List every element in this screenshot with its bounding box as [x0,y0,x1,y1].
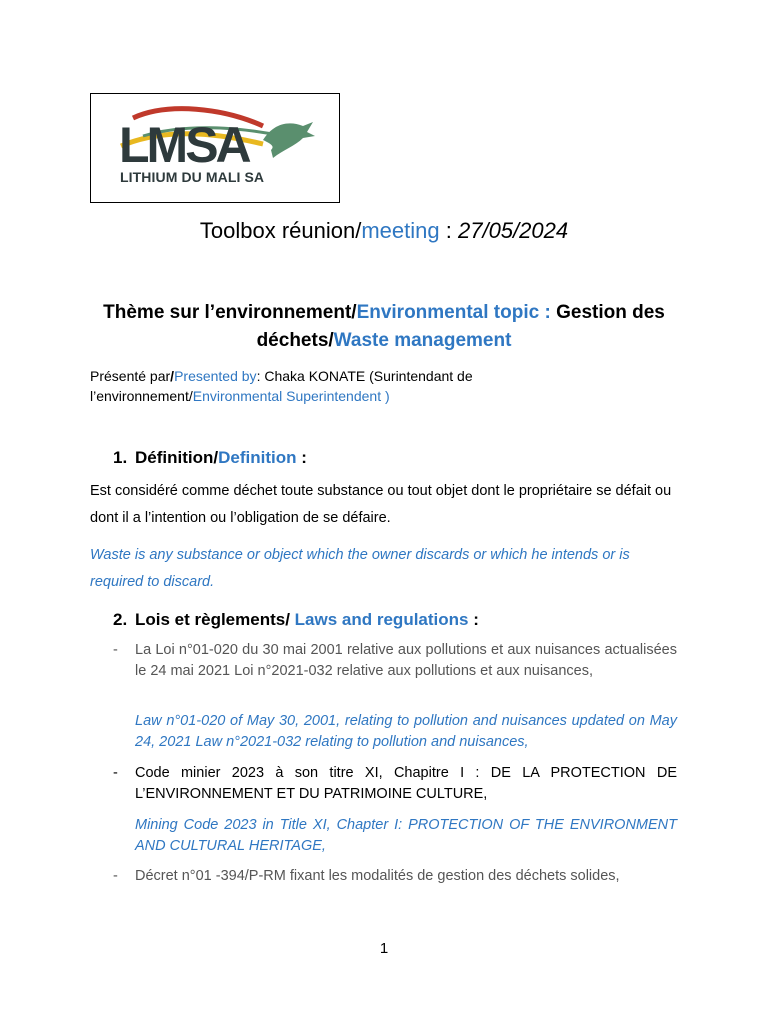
company-logo [90,93,340,203]
dragon-icon [263,122,315,158]
mining-code-item-en: Mining Code 2023 in Title XI, Chapter I: PROTECTION OF THE ENVIRONMENT AND CULTURAL HERITAGE, [135,817,677,854]
mining-code-item-fr: Code minier 2023 à son titre XI, Chapitre I : DE LA PROTECTION DE L’ENVIRONNEMENT ET DU PATRIMOINE CULTURE, [135,765,677,802]
decree-item-fr: Décret n°01 -394/P-RM fixant les modalités de gestion des déchets solides, [135,868,620,884]
law-item-en: Law n°01-020 of May 30, 2001, relating to pollution and nuisances updated on May 24, 2021 Law n°2021-032 relating to pollution and nuisances, [135,713,677,750]
logo-wordmark: LMSA [119,117,249,168]
lmsa-logo-graphic [113,106,318,168]
meeting-date: 27/05/2024 [457,218,569,243]
bullet-dash: - [113,765,118,781]
bullet-dash: - [113,868,118,884]
section-heading-laws: 2. Lois et règlements/ Laws and regulations : [113,610,479,629]
presenter-line: Présenté par/Presented by: Chaka KONATE (Surintendant de l’environnement/Environmental Superintendent ) [90,368,473,404]
document-title: Toolbox réunion/meeting : 27/05/2024 [199,218,569,243]
definition-text-fr: Est considéré comme déchet toute substance ou tout objet dont le propriétaire se défait ou dont il a l’intention ou l’obligation de se défaire. [90,483,672,526]
definition-text-en: Waste is any substance or object which the owner discards or which he intends or is required to discard. [90,547,630,590]
section-heading-definition: 1. Définition/Definition : [113,448,307,467]
bullet-dash: - [113,642,118,658]
page-number: 1 [379,940,389,957]
law-item-fr: La Loi n°01-020 du 30 mai 2001 relative aux pollutions et aux nuisances actualisées le 24 mai 2021 Loi n°2021-032 relative aux pollutions et aux nuisances, [135,642,677,679]
theme-heading: Thème sur l’environnement/Environmental topic : Gestion des déchets/Waste management [103,302,665,351]
logo-caption: LITHIUM DU MALI SA [120,169,265,185]
